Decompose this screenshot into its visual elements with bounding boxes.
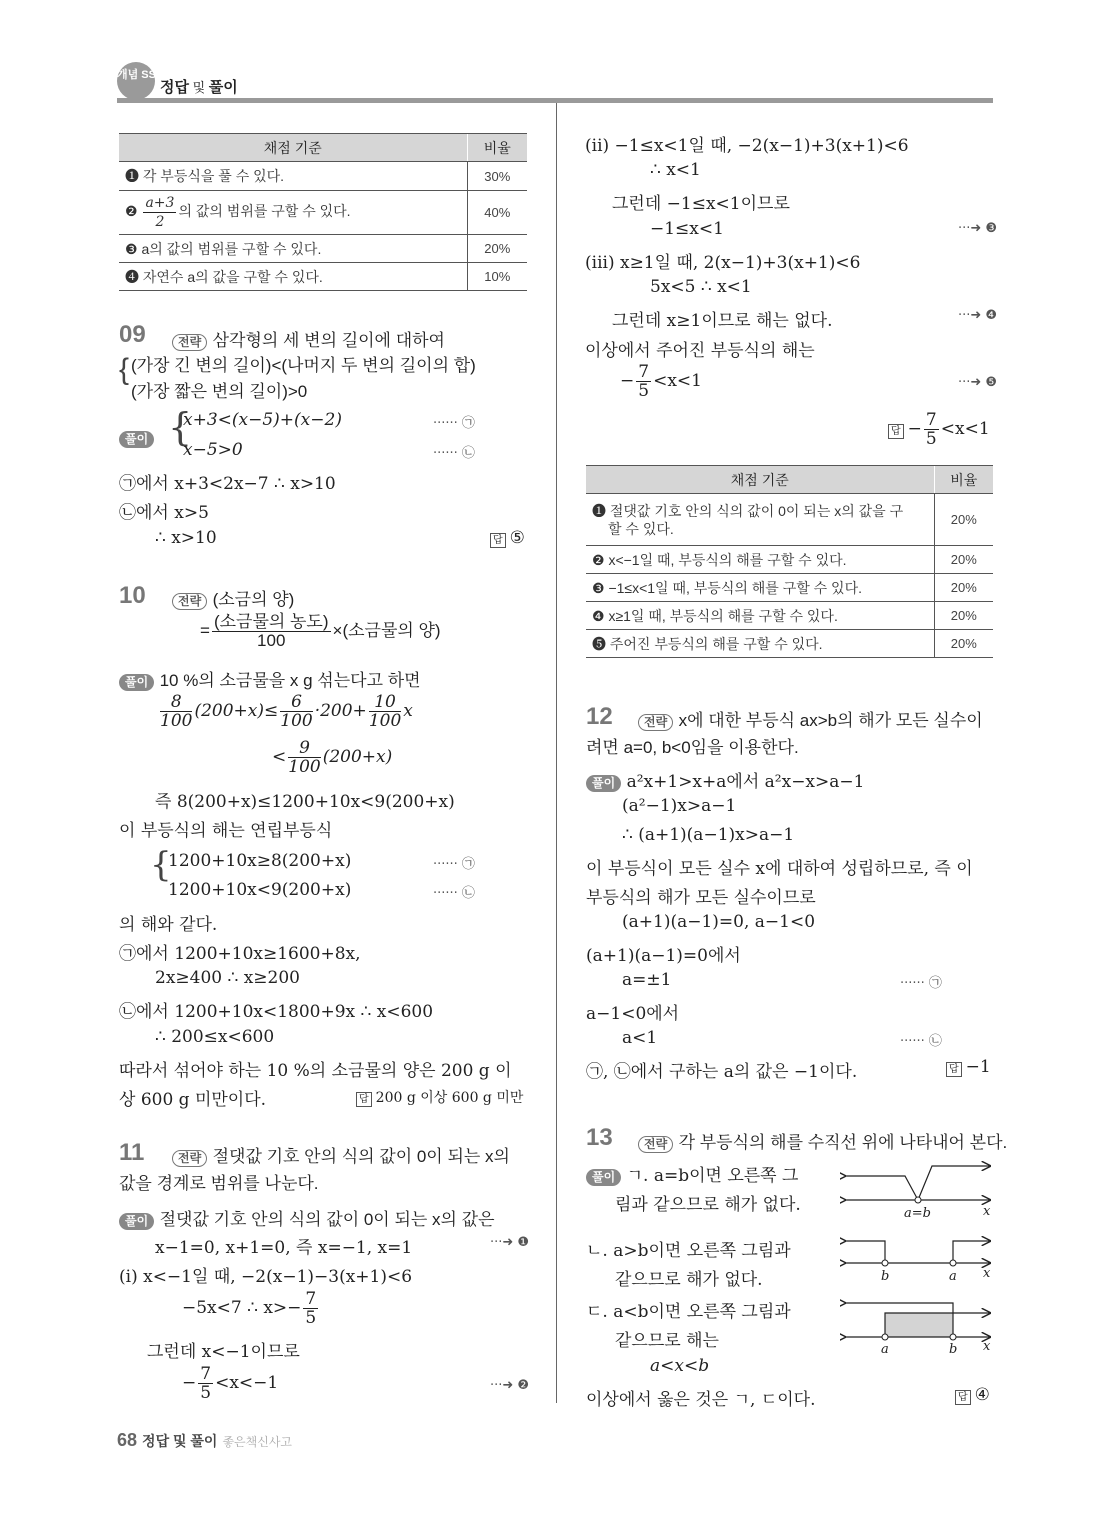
rubric-row: ❺ 주어진 부등식의 해를 구할 수 있다. bbox=[586, 630, 934, 658]
page-footer: 68 정답 및 풀이 좋은책신사고 bbox=[117, 1430, 293, 1450]
rubric-row: ❹ 자연수 a의 값을 구할 수 있다. bbox=[119, 263, 467, 291]
header-rule bbox=[117, 98, 993, 103]
number-line-graph-2 bbox=[840, 1233, 995, 1283]
solution-label: 풀이 bbox=[119, 428, 154, 448]
strategy-line: 전략 절댓값 기호 안의 식의 값이 0이 되는 x의 bbox=[172, 1142, 510, 1167]
page-number: 68 bbox=[117, 1430, 138, 1450]
svg-text:b: b bbox=[881, 1269, 890, 1283]
strategy-line: 전략 삼각형의 세 변의 길이에 대하여 bbox=[172, 326, 445, 351]
svg-text:x: x bbox=[983, 1339, 991, 1354]
svg-text:x: x bbox=[983, 1204, 991, 1219]
number-line-graph-3 bbox=[840, 1295, 995, 1357]
rubric-row: ❷ $\frac{a+3}{2}$ 의 값의 범위를 구할 수 있다. bbox=[119, 191, 467, 235]
problem-number: 12 bbox=[586, 703, 613, 730]
series-logo: 개념 SSEN bbox=[117, 62, 155, 100]
rubric-row: ❹ x≥1일 때, 부등식의 해를 구할 수 있다. bbox=[586, 602, 934, 630]
strategy-line: 전략 x에 대한 부등식 ax>b의 해가 모든 실수이 bbox=[638, 706, 983, 731]
th-ratio: 비율 bbox=[467, 134, 527, 162]
rubric-row: ❷ x<−1일 때, 부등식의 해를 구할 수 있다. bbox=[586, 546, 934, 574]
svg-text:x: x bbox=[983, 1266, 991, 1281]
strategy-line: 전략 각 부등식의 해를 수직선 위에 나타내어 본다. bbox=[638, 1128, 1007, 1153]
problem-number: 10 bbox=[119, 582, 146, 609]
problem-number: 11 bbox=[119, 1139, 145, 1166]
rubric-row: ❶ 절댓값 기호 안의 식의 값이 0이 되는 x의 값을 구 할 수 있다. bbox=[586, 494, 934, 546]
th-ratio: 비율 bbox=[934, 466, 993, 494]
answer: 답 − $\frac{7}{5}$ <x<1 bbox=[888, 411, 990, 448]
answer: 답 200 g 이상 600 g 미만 bbox=[356, 1087, 523, 1107]
problem-number: 09 bbox=[119, 321, 146, 348]
th-criteria: 채점 기준 bbox=[119, 134, 467, 162]
rubric-row: ❸ −1≤x<1일 때, 부등식의 해를 구할 수 있다. bbox=[586, 574, 934, 602]
strategy-line: 전략 (소금의 양) bbox=[172, 585, 294, 610]
rubric-row: ❸ a의 값의 범위를 구할 수 있다. bbox=[119, 235, 467, 263]
column-divider bbox=[556, 103, 557, 1403]
number-line-graph-1 bbox=[840, 1158, 995, 1220]
brace: { bbox=[119, 353, 130, 386]
rubric-row: ❶ 각 부등식을 풀 수 있다. bbox=[119, 162, 467, 191]
svg-text:b: b bbox=[949, 1342, 958, 1357]
answer: 답 ④ bbox=[955, 1385, 990, 1405]
answer: 답 −1 bbox=[946, 1057, 991, 1077]
page-header-title: 정답 및 풀이 bbox=[160, 79, 238, 96]
grading-table-08: 채점 기준 비율 ❶ 각 부등식을 풀 수 있다. 30% ❷ $\frac{a+3}{2}$ 의 값의 범위를 구할 수 있다. 40% ❸ a의 값의 범위를 구할 수 있다. 20% ❹ 자연수 a의 값을 구할 수 있다. 10% bbox=[119, 133, 527, 291]
answer: 답 ⑤ bbox=[490, 528, 525, 548]
grading-table-11: 채점 기준 비율 ❶ 절댓값 기호 안의 식의 값이 0이 되는 x의 값을 구 할 수 있다. 20% ❷ x<−1일 때, 부등식의 해를 구할 수 있다. 20% ❸ −1≤x<1일 때, 부등식의 해를 구할 수 있다. 20% ❹ x≥1일 때, 부등식의 해를 구할 수 있다. 20% ❺ 주어진 부등식의 해를 구할 수 있다. 20% bbox=[586, 465, 993, 658]
label-ab: a=b bbox=[904, 1206, 931, 1220]
th-criteria: 채점 기준 bbox=[586, 466, 934, 494]
svg-text:a: a bbox=[881, 1342, 889, 1357]
svg-text:a: a bbox=[949, 1269, 957, 1283]
problem-number: 13 bbox=[586, 1124, 613, 1151]
